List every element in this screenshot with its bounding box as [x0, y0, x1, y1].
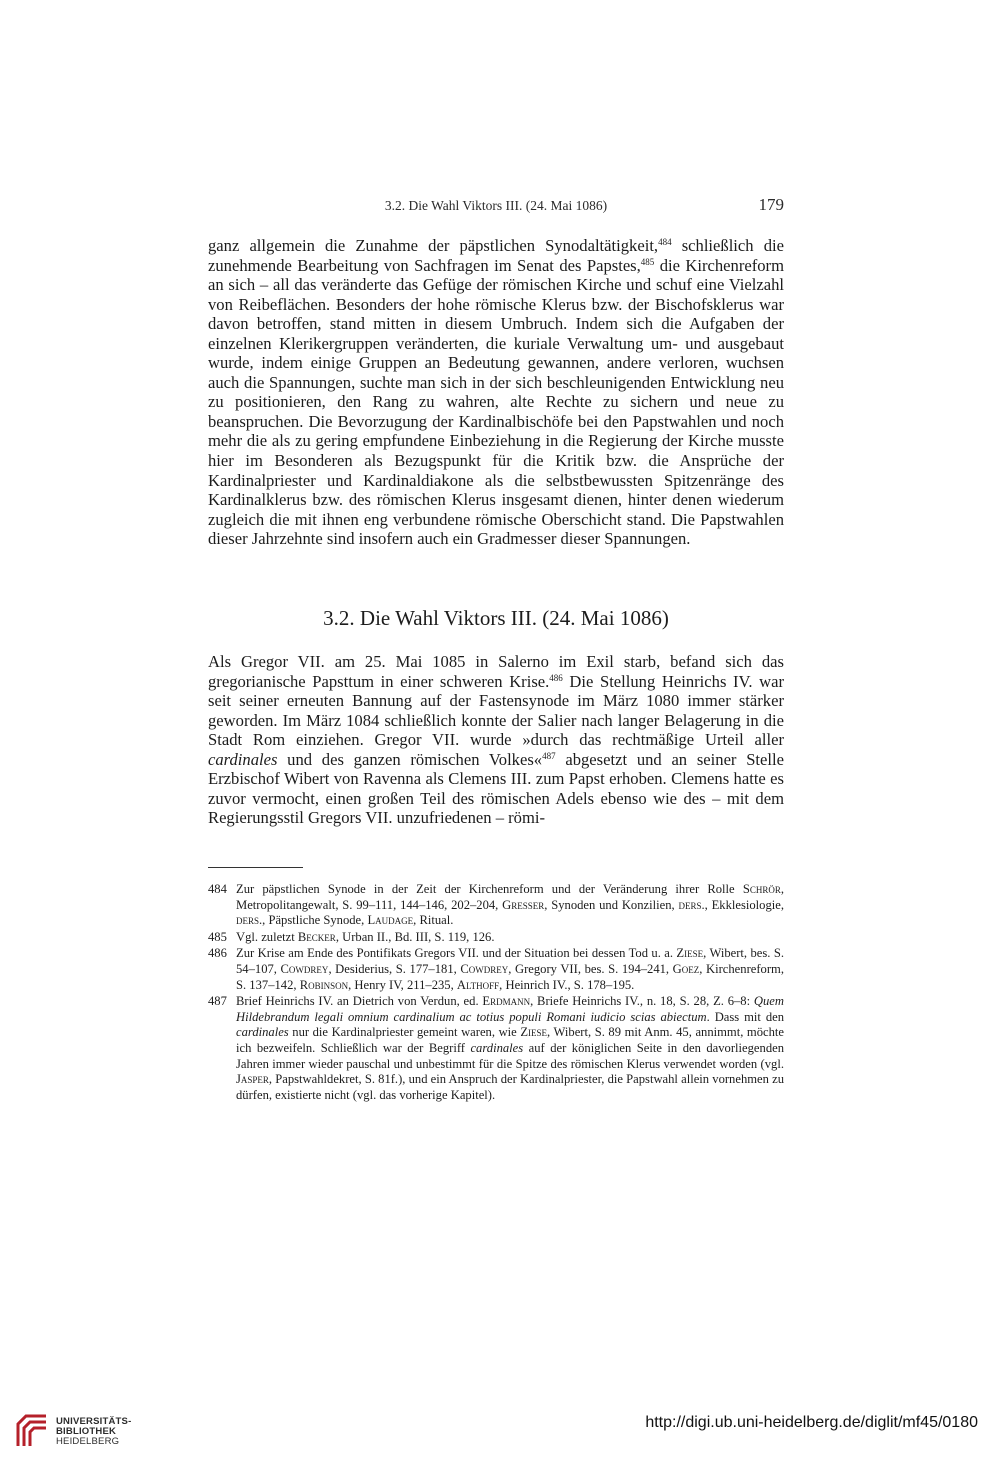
text-run: schließlich die zunehmende Bearbeitung von Sachfragen im Senat des Papstes, [208, 236, 784, 275]
body-paragraph-1 [208, 236, 784, 549]
italic-term: cardinales [470, 1040, 524, 1055]
text-run: ganz allgemein die Zunahme der päpstlichen Synodaltätigkeit, [208, 236, 659, 255]
text-run: auf der königlichen Seite in den davorliegenden Jahren immer wieder pauschal und unbestimmt für die Spitze des römischen Klerus verwendet worden (vgl. [236, 1040, 784, 1071]
author-name: ders. [678, 897, 705, 912]
footnote-ref-485[interactable]: 485 [640, 256, 655, 267]
author-name: Althoff [456, 977, 500, 992]
logo-line-3: HEIDELBERG [56, 1436, 120, 1447]
library-logo[interactable] [12, 1412, 132, 1450]
text-run: Als Gregor VII. am 25. Mai 1085 in Salerno im Exil starb, befand sich das gregorianische Papsttum in einer schweren Krise. [208, 652, 784, 691]
footnote-number: 487 [208, 994, 227, 1009]
footnote-486 [208, 946, 784, 993]
text-run: , Urban II., Bd. III, S. 119, 126. [335, 929, 495, 944]
section-heading: 3.2. Die Wahl Viktors III. (24. Mai 1086) [323, 606, 669, 630]
running-head [208, 196, 784, 218]
author-name: Cowdrey [460, 961, 509, 976]
library-logo-text [56, 1417, 131, 1447]
text-run: Zur päpstlichen Synode in der Zeit der Kirchenreform und der Veränderung ihrer Rolle [236, 882, 743, 896]
source-url-link[interactable]: http://digi.ub.uni-heidelberg.de/diglit/mf45/0180 [645, 1414, 978, 1431]
latin-quote: Quem Hildebrandum legali omnium cardinalium ac totius populi Romani iudicio scias abiectum [236, 994, 784, 1024]
author-name: Erdmann [482, 994, 531, 1009]
logo-line-1: UNIVERSITÄTS- [56, 1416, 132, 1427]
text-run: , Ritual. [413, 913, 454, 928]
text-run: und des ganzen römischen Volkes« [277, 749, 543, 769]
text-run: die Kirchenreform an sich – all das veränderte das Gefüge der römischen Kirche und schuf eine Vielzahl von Reibeflächen. Besonders der hohe römische Klerus bzw. der Bischofsklerus war davon betroffen, stand mitten in diesem Umbruch. Indem sich die Aufgaben der einzelnen Klerikergruppen veränderten, die kuriale Verwaltung um- und ausgebaut wurde, indem einige Gruppen an Bedeutung gewannen, andere verloren, wuchsen auch die Spannungen, suchte man sich in der sich beschleunigenden Entwicklung neu zu positionieren, den Rang zu wahren, alte Rechte zu sichern und neue zu beanspruchen. Die Bevorzugung der Kardinalbischöfe bei den Papstwahlen und noch mehr die als zu gering empfundene Einbeziehung in die Regierung der Kirche musste hier im Besonderen als Bezugspunkt für die Kritik bzw. die Ansprüche der Kardinalpriester und Kardinaldiakone als die selbstbewussten Spitzenränge des Kardinalklerus bzw. des römischen Klerus insgesamt dienen, hinter denen wiederum zugleich die mit ihnen eng verbundene römische Oberschicht stand. Die Papstwahlen dieser Jahrzehnte sind insofern auch ein Gradmesser dieser Spannungen. [208, 255, 784, 549]
body-paragraph-2 [208, 652, 784, 828]
text-run: , Heinrich IV., S. 178–195. [499, 977, 635, 992]
author-name: Ziese [676, 946, 704, 961]
library-logo-icon [12, 1412, 52, 1450]
page-number: 179 [758, 195, 784, 214]
footnote-number: 486 [208, 946, 227, 961]
author-name: Robinson [299, 977, 349, 992]
footnote-ref-487[interactable]: 487 [542, 750, 556, 761]
footnote-487 [208, 994, 784, 1103]
text-run: , Ekklesiologie, [704, 897, 784, 912]
text-run: Vgl. zuletzt [236, 929, 298, 944]
author-name: ders. [236, 913, 263, 928]
text-run: , Kirchenreform, S. 137–142, [236, 961, 784, 992]
text-run: , Papstwahldekret, S. 81f.), und ein Anspruch der Kardinalpriester, die Papstwahl allein vornehmen zu dürfen, existierte nicht (vgl. das vorherige Kapitel). [236, 1072, 784, 1102]
text-run: , Gregory VII, bes. S. 194–241, [508, 961, 673, 976]
text-run: Brief Heinrichs IV. an Dietrich von Verdun, ed. [236, 994, 483, 1009]
text-run: . Dass mit den [706, 1009, 785, 1024]
text-run: , Synoden und Konzilien, [544, 897, 679, 912]
author-name: Gresser [502, 897, 545, 912]
author-name: Becker [297, 929, 336, 944]
text-run: , Wibert, S. 89 mit Anm. 45, annimmt, möchte ich bezweifeln. Schließlich war der Begriff [236, 1025, 784, 1055]
footnote-number: 485 [208, 929, 227, 944]
footnote-484 [208, 882, 784, 929]
author-name: Laudage [367, 913, 414, 928]
footer-bar [0, 1398, 992, 1458]
text-run: , Henry IV, 211–235, [348, 977, 457, 992]
author-name: Goez [672, 961, 700, 976]
text-run: Die Stellung Heinrichs IV. war seit seiner erneuten Bannung auf der Fastensynode im März 1080 immer stärker geworden. Im März 1084 schließlich konnte der Salier nach langer Belagerung in die Stadt Rom einziehen. Gregor VII. wurde »durch das rechtmäßige Urteil aller [208, 671, 784, 750]
italic-term: cardinales [208, 749, 278, 769]
running-head-title: 3.2. Die Wahl Viktors III. (24. Mai 1086) [384, 198, 608, 213]
author-name: Ziese [520, 1025, 548, 1040]
footnote-number: 484 [208, 882, 227, 896]
footnote-ref-486[interactable]: 486 [549, 672, 563, 683]
text-run: Zur Krise am Ende des Pontifikats Gregors VII. und der Situation bei dessen Tod u. a. [236, 946, 677, 961]
footnotes [208, 882, 784, 1104]
text-run: abgesetzt und an seiner Stelle Erzbischof Wibert von Ravenna als Clemens III. zum Papst erhoben. Clemens hatte es zuvor vermocht, einen großen Teil des römischen Adels ebenso wie des – mit dem Regierungsstil Gregors VII. unzufriedenen – römi- [208, 749, 784, 828]
text-run: , Päpstliche Synode, [262, 913, 368, 928]
author-name: Schrör [742, 882, 781, 896]
italic-term: cardinales [236, 1025, 289, 1040]
footnote-divider [208, 867, 303, 868]
text-run: , Metropolitangewalt, S. 99–111, 144–146, 202–204, [236, 882, 784, 912]
footnote-485 [208, 930, 784, 946]
text-run: , Briefe Heinrichs IV., n. 18, S. 28, Z. 6–8: [530, 994, 754, 1009]
author-name: Cowdrey [280, 961, 329, 976]
text-run: , Desiderius, S. 177–181, [328, 961, 461, 976]
text-run: nur die Kardinalpriester gemeint waren, wie [288, 1025, 521, 1040]
author-name: Jasper [236, 1072, 269, 1087]
logo-line-2: BIBLIOTHEK [56, 1426, 117, 1437]
text-run: , Wibert, bes. S. 54–107, [236, 946, 784, 976]
footnote-ref-484[interactable]: 484 [658, 237, 672, 247]
